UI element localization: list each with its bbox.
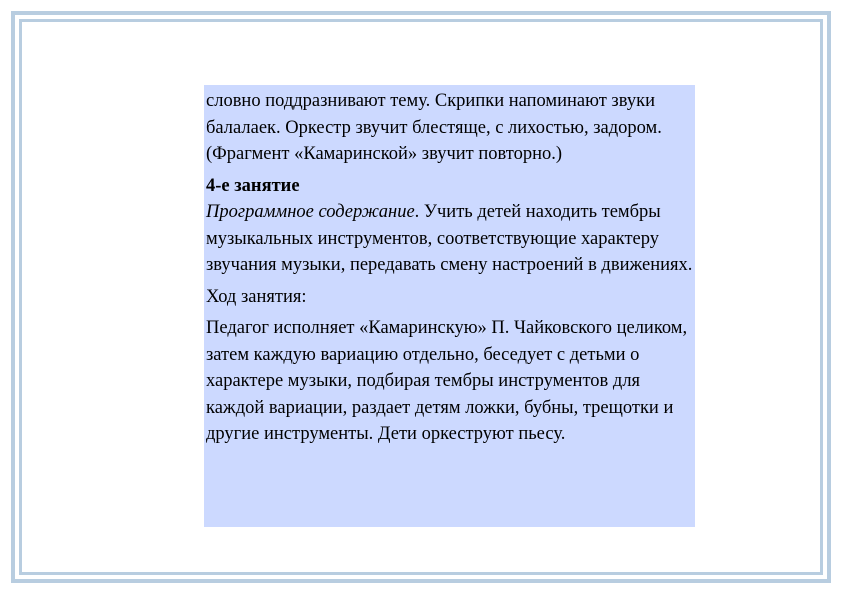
program-paragraph — [206, 199, 693, 279]
program-text: . Учить детей находить тембры музыкальных инструментов, соответствующие характеру звучания музыки, передавать смену настроений в движениях. — [206, 202, 693, 275]
program-label: Программное содержание — [206, 202, 415, 222]
paragraph-intro: словно поддразнивают тему. Скрипки напоминают звуки балалаек. Оркестр звучит блестяще, с лихостью, задором. (Фрагмент «Камаринской» звучит повторно.) — [206, 91, 662, 164]
text-block — [204, 85, 695, 527]
lesson-heading: 4-е занятие — [206, 175, 300, 196]
course-heading: Ход занятия: — [206, 286, 307, 307]
paragraph-final: Педагог исполняет «Камаринскую» П. Чайковского целиком, затем каждую вариацию отдельно, беседует с детьми о характере музыки, подбирая тембры инструментов для каждой вариации, раздает детям ложки, бубны, трещотки и другие инструменты. Дети оркеструют пьесу. — [206, 318, 688, 444]
